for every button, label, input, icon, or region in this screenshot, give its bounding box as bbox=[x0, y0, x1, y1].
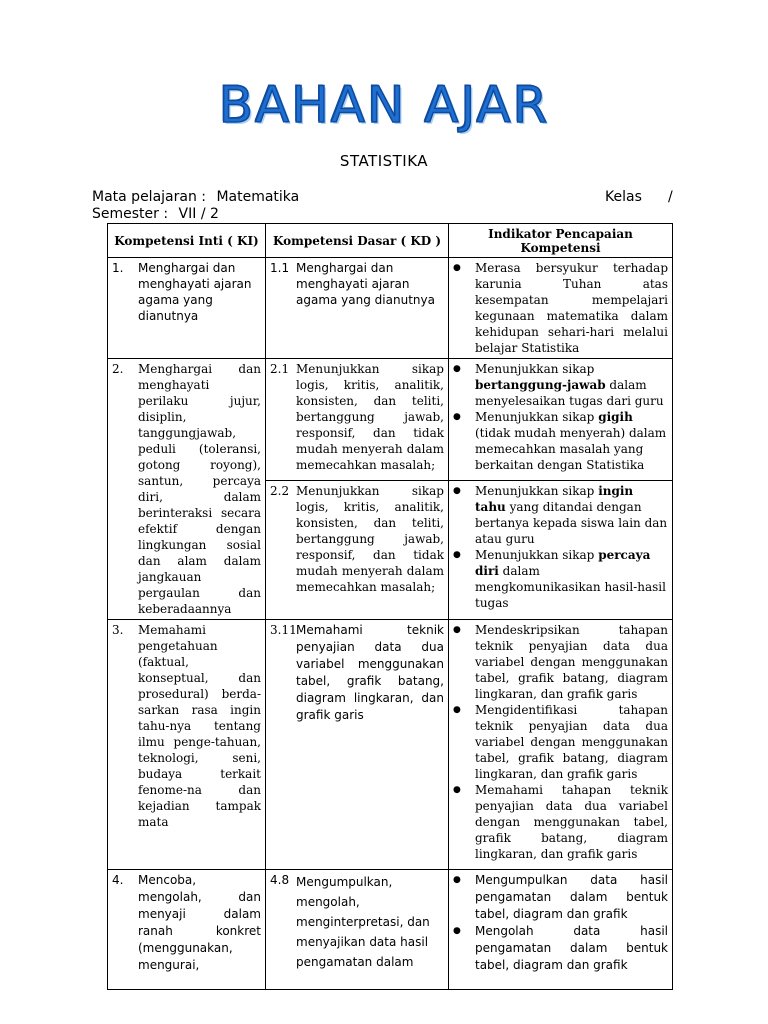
subject-label: Mata pelajaran : bbox=[92, 189, 206, 205]
list-item: ● Menunjukkan sikap bertanggung-jawab dalam menyelesaikan tugas dari guru bbox=[453, 362, 664, 408]
document-title: BAHAN AJAR bbox=[218, 76, 550, 134]
ki-cell bbox=[108, 870, 266, 990]
bullet-icon: ● bbox=[453, 926, 461, 936]
document-subtitle: STATISTIKA bbox=[339, 152, 429, 170]
header-indicator: Indikator Pencapaian Kompetensi bbox=[449, 224, 673, 258]
table-header-row bbox=[108, 224, 673, 258]
semester-label: Semester : bbox=[92, 206, 169, 222]
list-item: ● Mengumpulkan data hasil pengamatan dalam bentuk tabel, diagram dan grafik bbox=[453, 873, 668, 921]
kd-cell bbox=[266, 359, 449, 481]
bullet-icon: ● bbox=[453, 875, 461, 885]
list-item: ● Mengidentifikasi tahapan teknik penyajian data dua variabel dengan menggunakan tabel, grafik batang, diagram lingkaran, dan grafik garis bbox=[453, 703, 668, 781]
indicator-list bbox=[453, 622, 668, 862]
indicator-cell bbox=[449, 359, 673, 481]
indicator-cell bbox=[449, 620, 673, 870]
kd-text: Menghargai dan menghayati ajaran agama yang dianutnya bbox=[296, 261, 435, 307]
ki-text: Menghargai dan menghayati perilaku jujur, disiplin, tanggungjawab, peduli (toleransi, gotong royong), santun, percaya diri, dalam berinteraksi secara efektif dengan lingkungan sosial dan alam dalam jangkauan pergaulan dan keberadaannya bbox=[138, 362, 261, 616]
kd-text: Mengumpulkan, mengolah, menginterpretasi, dan menyajikan data hasil pengamatan dalam bbox=[296, 875, 430, 969]
ki-cell bbox=[108, 258, 266, 359]
kd-cell bbox=[266, 481, 449, 620]
kd-cell bbox=[266, 620, 449, 870]
list-item: ● Mengolah data hasil pengamatan dalam bentuk tabel, diagram dan grafik bbox=[453, 924, 668, 972]
kd-text: Menunjukkan sikap logis, kritis, analitik, konsisten, dan teliti, bertanggung jawab, responsif, dan tidak mudah menyerah dalam memecahkan masalah; bbox=[296, 484, 444, 595]
ki-cell bbox=[108, 359, 266, 620]
kd-number: 1.1 bbox=[270, 261, 290, 275]
class-separator: / bbox=[668, 189, 673, 205]
bullet-icon: ● bbox=[453, 705, 461, 715]
indicator-list bbox=[453, 260, 668, 356]
semester-line bbox=[92, 206, 692, 222]
list-item: ● Memahami tahapan teknik penyajian data dua variabel dengan menggunakan tabel, grafik batang, diagram lingkaran, dan grafik garis bbox=[453, 783, 668, 861]
subject-value: Matematika bbox=[216, 189, 300, 205]
bullet-icon: ● bbox=[453, 263, 461, 273]
table-row bbox=[108, 870, 673, 990]
kd-number: 4.8 bbox=[270, 873, 290, 887]
semester-value: VII / 2 bbox=[178, 206, 219, 222]
list-item: ● Menunjukkan sikap gigih (tidak mudah menyerah) dalam memecahkan masalah yang berkaitan dengan Statistika bbox=[453, 410, 667, 472]
list-item: ● Mendeskripsikan tahapan teknik penyajian data dua variabel dengan menggunakan tabel, grafik batang, diagram lingkaran, dan grafik garis bbox=[453, 623, 668, 701]
kd-cell bbox=[266, 258, 449, 359]
ki-text: Menghargai dan menghayati ajaran agama yang dianutnya bbox=[138, 261, 252, 323]
bullet-icon: ● bbox=[453, 785, 461, 795]
ki-cell bbox=[108, 620, 266, 870]
list-item: ● Merasa bersyukur terhadap karunia Tuhan atas kesempatan mempelajari kegunaan matematika dalam kehidupan sehari-hari melalui belajar Statistika bbox=[453, 261, 668, 355]
indicator-cell bbox=[449, 870, 673, 990]
kd-text: Memahami teknik penyajian data dua variabel menggunakan tabel, grafik batang, diagram lingkaran, dan grafik garis bbox=[296, 623, 444, 722]
list-item: ● Menunjukkan sikap ingin tahu yang ditandai dengan bertanya kepada siswa lain dan atau guru bbox=[453, 484, 668, 547]
indicator-cell bbox=[449, 258, 673, 359]
ki-number: 4. bbox=[112, 873, 124, 887]
table-row bbox=[108, 620, 673, 870]
table-row bbox=[108, 359, 673, 481]
ki-text: Memahami pengetahuan (faktual, konseptual, dan prosedural) berda-sarkan rasa ingin tahu-nya tentang ilmu penge-tahuan, teknologi, seni, budaya terkait fenome-na dan kejadian tampak mata bbox=[138, 623, 261, 829]
bullet-icon: ● bbox=[453, 550, 461, 561]
ki-text: Mencoba, mengolah, dan menyaji dalam ranah konkret (menggunakan, mengurai, bbox=[138, 873, 261, 972]
competency-table bbox=[107, 223, 673, 990]
table-row bbox=[108, 258, 673, 359]
ki-number: 2. bbox=[112, 362, 124, 376]
kd-number: 3.11 bbox=[270, 623, 297, 637]
list-item: ● Menunjukkan sikap percaya diri dalam mengkomunikasikan hasil-hasil tugas bbox=[453, 548, 666, 611]
indicator-list bbox=[453, 483, 668, 611]
kd-number: 2.2 bbox=[270, 484, 290, 499]
bullet-icon: ● bbox=[453, 625, 461, 635]
kd-number: 2.1 bbox=[270, 362, 290, 376]
bullet-icon: ● bbox=[453, 412, 461, 422]
header-ki: Kompetensi Inti ( KI) bbox=[108, 224, 266, 258]
class-label: Kelas bbox=[605, 189, 642, 205]
bullet-icon: ● bbox=[453, 364, 461, 374]
kd-cell bbox=[266, 870, 449, 990]
bullet-icon: ● bbox=[453, 486, 461, 497]
subject-line bbox=[92, 189, 692, 205]
indicator-cell bbox=[449, 481, 673, 620]
kd-text: Menunjukkan sikap logis, kritis, analitik, konsisten, dan teliti, bertanggung jawab, responsif, dan tidak mudah menyerah dalam memecahkan masalah; bbox=[296, 362, 444, 472]
header-kd: Kompetensi Dasar ( KD ) bbox=[266, 224, 449, 258]
indicator-list bbox=[453, 872, 668, 974]
indicator-list bbox=[453, 361, 668, 473]
ki-number: 1. bbox=[112, 261, 124, 275]
ki-number: 3. bbox=[112, 623, 124, 637]
